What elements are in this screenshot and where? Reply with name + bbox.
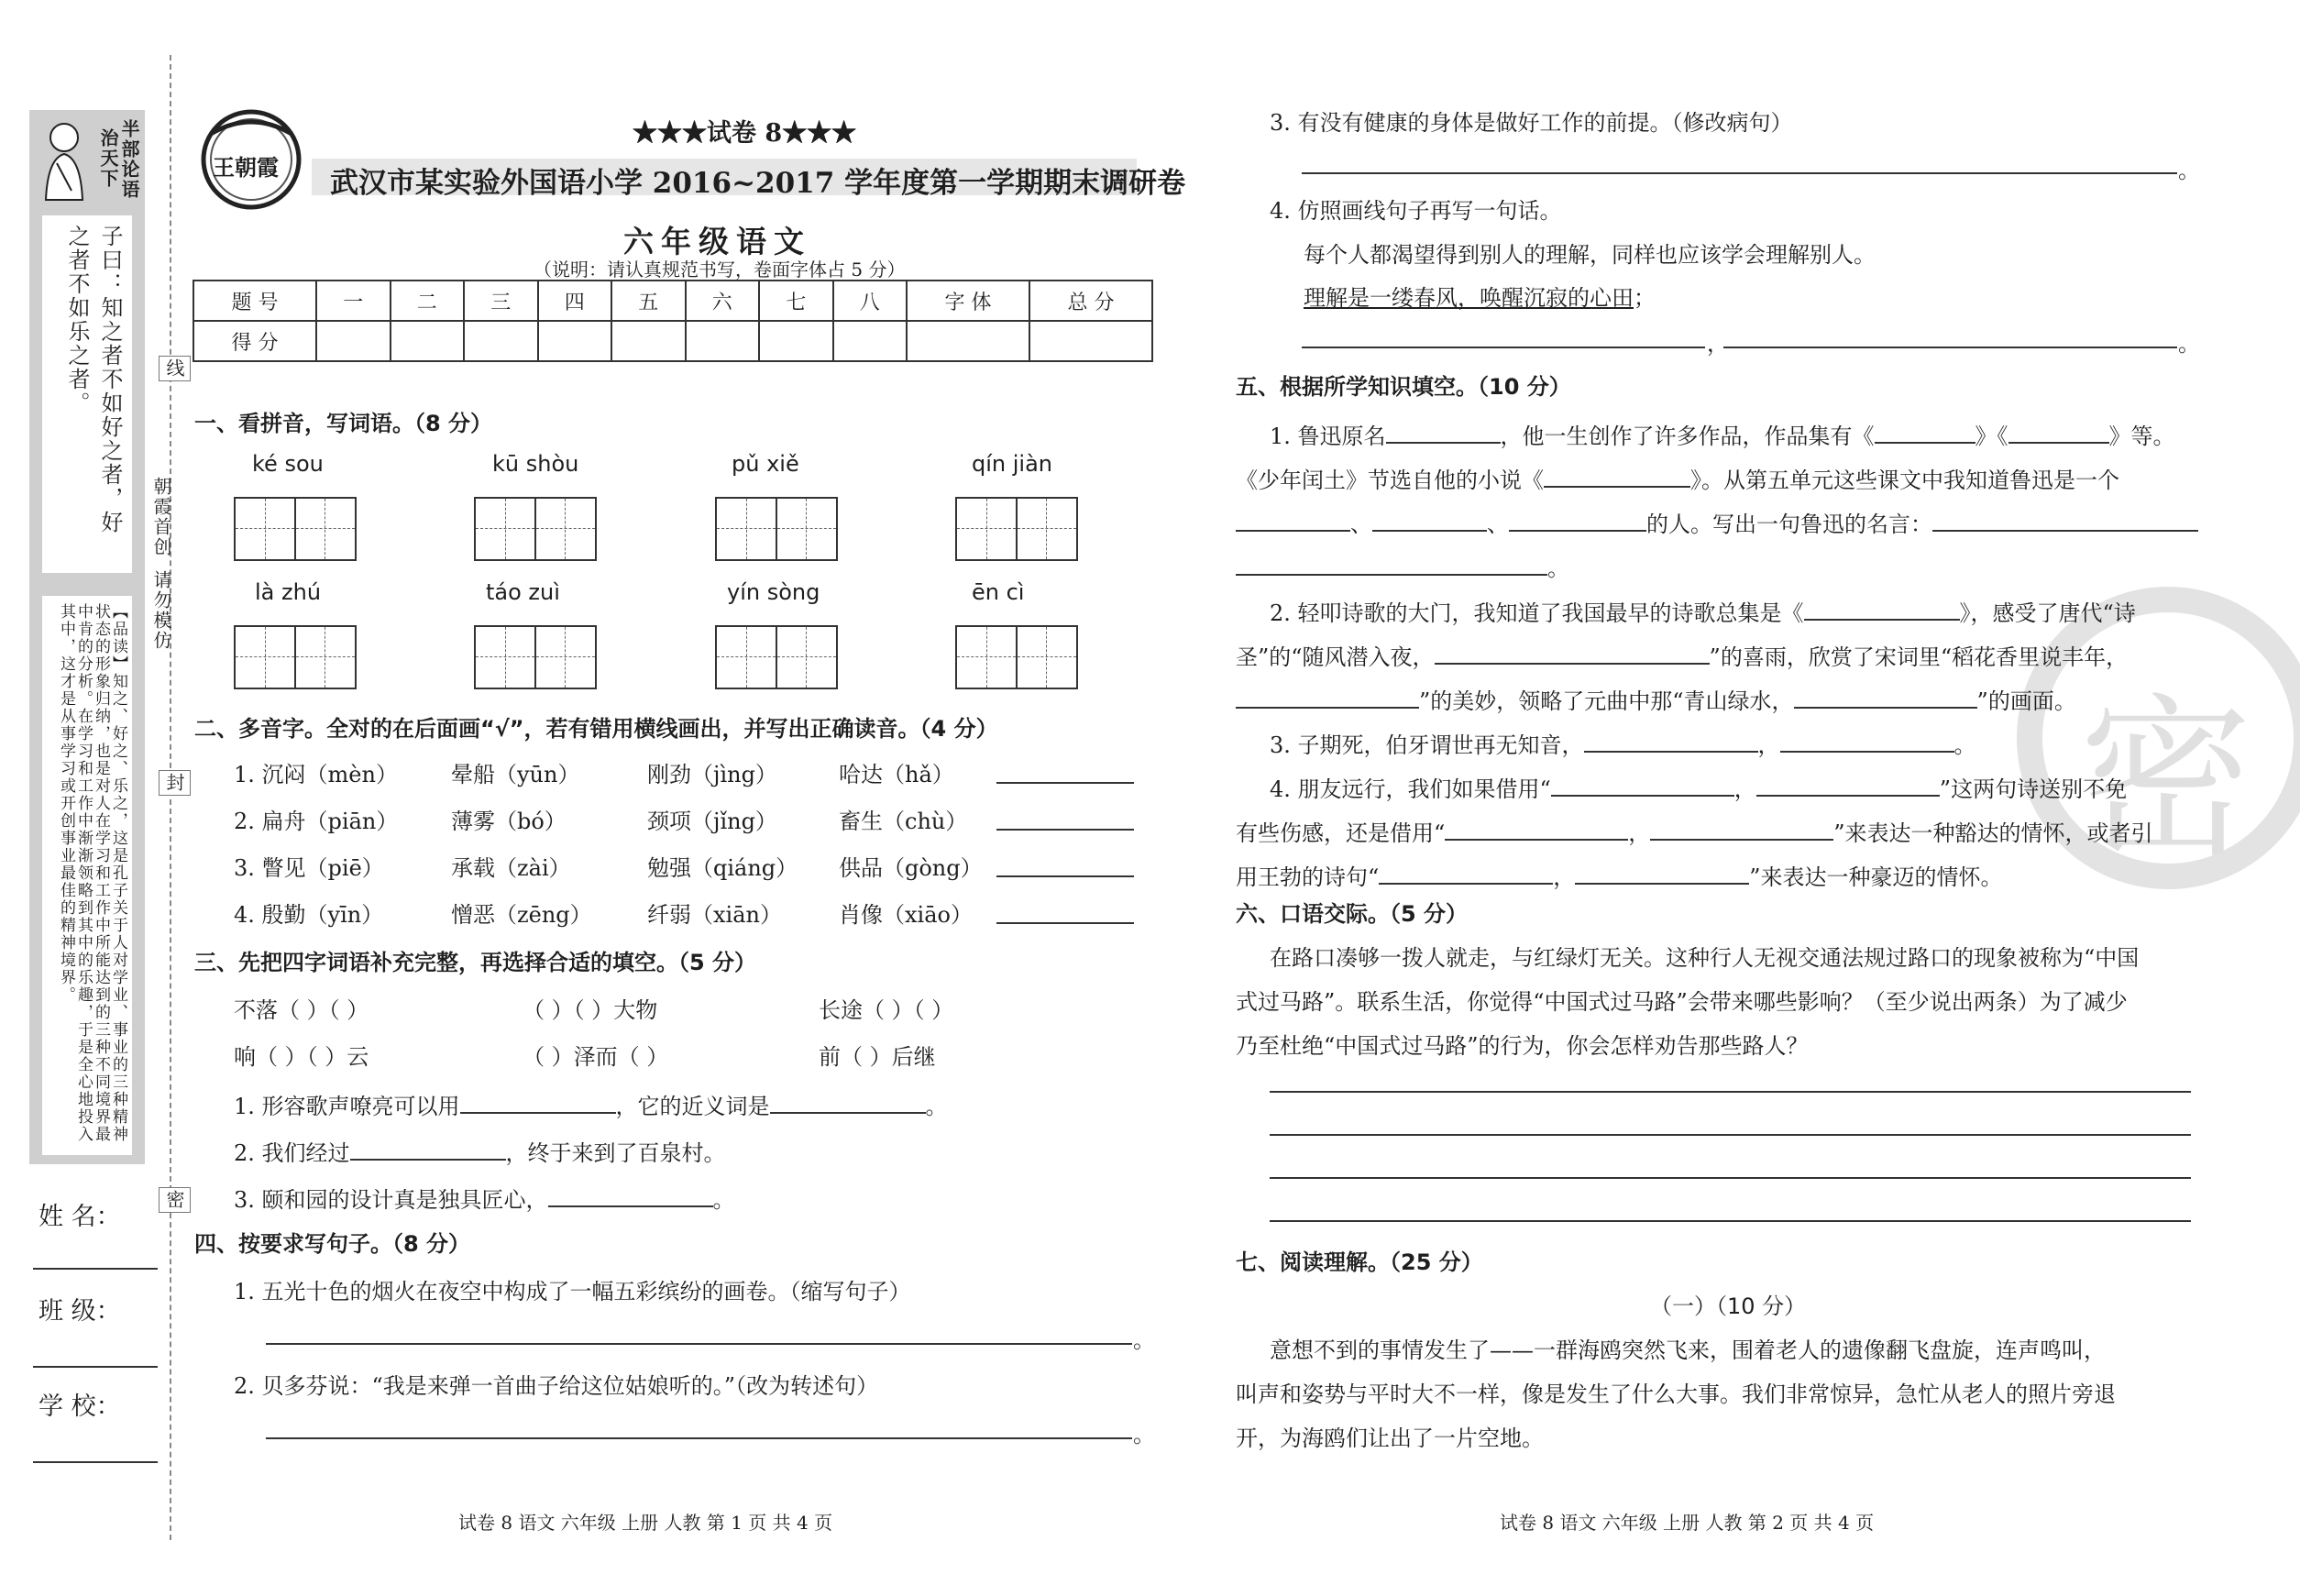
score-label: 得 分 [193,321,316,361]
score-cell: 字 体 [907,281,1029,321]
side-note-2: 请勿模仿 [150,570,172,651]
exam-title: 武汉市某实验外国语小学 2016~2017 学年度第一学期期末调研卷 [330,167,1186,200]
poly-item: 颈项（jǐng） [647,809,777,834]
writing-box[interactable] [474,625,597,689]
poly-item: 3. 瞥见（piē） [234,855,384,881]
blank[interactable] [1551,767,1734,797]
cut-line [170,55,171,1540]
score-cell: 四 [538,281,612,321]
s6-para-1: 在路口凑够一拨人就走，与红绿灯无关。这种行人无视交通法规过路口的现象被称为“中国 [1270,945,2140,971]
idiom-blank[interactable]: 长途（ ）（ ） [819,997,954,1023]
answer-line[interactable] [1302,172,2177,174]
s4-question-1: 1. 五光十色的烟火在夜空中构成了一幅五彩缤纷的画卷。（缩写句子） [234,1279,911,1304]
blank[interactable] [2008,414,2109,444]
score-input[interactable] [538,321,612,361]
answer-line[interactable] [1270,1177,2191,1179]
footer-right: 试卷 8 语文 六年级 上册 人教 第 2 页 共 4 页 [1500,1512,1875,1534]
poly-item: 2. 扁舟（piān） [234,809,399,834]
idiom-blank[interactable]: （ ）（ ）大物 [523,997,658,1023]
poly-item: 薄雾（bó） [451,809,567,834]
school-field[interactable] [33,1461,158,1463]
poly-item: 憎恶（zēng） [451,902,592,928]
blank[interactable] [1780,723,1954,753]
fold-mark-3: 密 [159,1187,191,1213]
score-header-row [193,281,1152,321]
blank[interactable] [1236,546,1547,576]
pinyin-7: yín sòng [727,579,820,605]
confucius-quote: 子曰：知之者不如好之者，好之者不如乐之者。 [64,225,123,534]
blank[interactable] [1804,591,1960,621]
score-value-row [193,321,1152,361]
blank[interactable] [1575,855,1749,885]
pindu-box [42,596,132,1155]
answer-line[interactable] [266,1343,1132,1345]
s5-q1-line3: 、 、 的人。写出一句鲁迅的名言： [1236,502,2198,538]
answer-line[interactable] [1270,1220,2191,1222]
paper-number: ★★★试卷 8★★★ [633,119,857,148]
s5-q4-line1: 4. 朋友远行，我们如果借用“ ， ”这两句诗送别不免 [1270,767,2127,803]
s7-para-3: 开，为海鸥们让出了一片空地。 [1236,1425,1544,1451]
s4-q4-text: 每个人都渴望得到别人的理解，同样也应该学会理解别人。 [1304,242,1876,268]
s5-q2-line1: 2. 轻叩诗歌的大门，我知道了我国最早的诗歌总集是《 》，感受了唐代“诗 [1270,591,2136,627]
pindu-text: 【品读】知之、好之、乐之，这是孔子关于人对学业、事业的三种精神状态的形象归纳，也是对人在学习和工作中所能达到的三种不同境界最中肯的分析。在学习和工作中渐渐领略到其中的乐趣，于是全心地投入其中，这才是从事学习或开创事业最佳的精神境界。 [57,603,127,1143]
blank[interactable] [1584,723,1758,753]
s4-q4-example: 理解是一缕春风，唤醒沉寂的心田； [1304,285,1656,311]
s6-para-2: 式过马路”。联系生活，你觉得“中国式过马路”会带来哪些影响？（至少说出两条）为了减少 [1236,989,2128,1015]
score-input[interactable] [391,321,465,361]
poly-item: 刚劲（jìng） [647,762,777,787]
blank[interactable] [1445,811,1628,841]
answer-line[interactable] [1270,1091,2191,1093]
s4-question-4: 4. 仿照画线句子再写一句话。 [1270,198,1562,224]
writing-box[interactable] [955,625,1078,689]
s5-q1-line1: 1. 鲁迅原名 ，他一生创作了许多作品，作品集有《 》《 》等。 [1270,414,2175,450]
s5-q4-line3: 用王勃的诗句“ ， ”来表达一种豪迈的情怀。 [1236,855,2003,891]
blank[interactable] [1435,635,1710,665]
s7-para-1: 意想不到的事情发生了——一群海鸥突然飞来，围着老人的遗像翻飞盘旋，连声鸣叫， [1270,1337,2106,1363]
score-input[interactable] [611,321,686,361]
blank[interactable] [1379,855,1553,885]
sidebar-panel [29,110,145,1164]
period: 。 [2178,158,2200,183]
poly-item: 哈达（hǎ） [839,762,954,787]
score-input[interactable] [1029,321,1152,361]
idiom-blank[interactable]: 前（ ）后继 [819,1044,936,1070]
fold-mark-1: 线 [159,356,191,381]
poly-item: 畜生（chù） [839,809,968,834]
idiom-blank[interactable]: 响（ ）（ ）云 [234,1044,369,1070]
subject-title: 六年级语文 [623,224,811,259]
score-input[interactable] [316,321,391,361]
score-cell: 二 [391,281,465,321]
answer-line[interactable] [996,875,1134,877]
s5-q2-line3: ”的美妙，领略了元曲中那“青山绿水， ”的画面。 [1236,679,2076,715]
motto-2: 治天下 [97,128,119,189]
s3-question-1: 1. 形容歌声嘹亮可以用 ，它的近义词是 。 [234,1084,948,1120]
writing-box[interactable] [955,497,1078,561]
comma: ， [1707,331,1729,357]
section-5-title: 五、根据所学知识填空。（10 分） [1236,374,1571,400]
blank[interactable] [548,1178,713,1207]
poly-item: 纤弱（xiān） [647,902,782,928]
answer-line[interactable] [1723,347,2177,348]
side-note-1: 朝霞首创 [150,477,172,557]
pinyin-3: pǔ xiě [732,451,799,477]
quote-box [42,215,132,573]
exam-note: （说明：请认真规范书写，卷面字体占 5 分） [534,259,906,281]
s7-subtitle: （一）（10 分） [1650,1293,1807,1319]
s7-para-2: 叫声和姿势与平时大不一样，像是发生了什么大事。我们非常惊异，急忙从老人的照片旁退 [1236,1381,2116,1407]
blank[interactable] [350,1131,506,1161]
s5-question-3: 3. 子期死，伯牙谓世再无知音， ， 。 [1270,723,1976,759]
s3-question-3: 3. 颐和园的设计真是独具匠心， 。 [234,1178,735,1214]
pinyin-5: là zhú [255,579,322,605]
writing-box[interactable] [715,497,838,561]
s3-question-2: 2. 我们经过 ，终于来到了百泉村。 [234,1131,726,1167]
poly-item: 承载（zài） [451,855,571,881]
score-cell: 三 [464,281,538,321]
footer-left: 试卷 8 语文 六年级 上册 人教 第 1 页 共 4 页 [458,1512,833,1534]
pinyin-1: ké sou [252,451,324,477]
pinyin-6: táo zuì [486,579,560,605]
section-4-title: 四、按要求写句子。（8 分） [194,1231,471,1257]
section-1-title: 一、看拼音，写词语。（8 分） [194,411,493,436]
score-table [193,280,1153,362]
period: 。 [1133,1422,1155,1447]
score-cell: 五 [611,281,686,321]
pinyin-8: ēn cì [972,579,1025,605]
blank[interactable] [1236,502,1350,532]
score-cell: 一 [316,281,391,321]
s5-q1-line2: 《少年闰土》节选自他的小说《 》。从第五单元这些课文中我知道鲁迅是一个 [1236,458,2119,494]
class-field[interactable] [33,1366,158,1368]
blank[interactable] [1756,767,1940,797]
s4-question-2: 2. 贝多芬说：“我是来弹一首曲子给这位姑娘听的。”（改为转述句） [234,1373,879,1399]
fold-mark-2: 封 [159,770,191,796]
poly-item: 肖像（xiāo） [839,902,973,928]
blank[interactable] [1509,502,1646,532]
s5-q1-line4: 。 [1236,546,1569,582]
name-label: 姓 名： [39,1203,121,1231]
poly-item: 1. 沉闷（mèn） [234,762,398,787]
writing-box[interactable] [234,625,357,689]
poly-item: 晕船（yūn） [451,762,580,787]
writing-box[interactable] [234,497,357,561]
logo-text: 王朝霞 [213,154,279,181]
blank[interactable] [1650,811,1833,841]
name-field[interactable] [33,1268,158,1270]
answer-line[interactable] [996,782,1134,784]
s5-q2-line2: 圣”的“随风潜入夜， ”的喜雨，欣赏了宋词里“稻花香里说丰年， [1236,635,2128,671]
stamp-char: 密 [2079,678,2254,881]
motto-1: 半部论语 [118,119,140,200]
score-input[interactable] [464,321,538,361]
blank[interactable] [1794,679,1977,709]
blank[interactable] [1544,458,1690,488]
idiom-blank[interactable]: （ ）泽而（ ） [523,1044,669,1070]
writing-box[interactable] [715,625,838,689]
blank[interactable] [1236,679,1419,709]
answer-line[interactable] [996,922,1134,924]
school-label: 学 校： [39,1392,121,1421]
section-2-title: 二、多音字。全对的在后面画“√”，若有错用横线画出，并写出正确读音。（4 分） [194,716,998,742]
blank[interactable] [770,1084,926,1114]
score-cell: 题 号 [193,281,316,321]
section-7-title: 七、阅读理解。（25 分） [1236,1249,1483,1275]
score-input[interactable] [686,321,760,361]
period: 。 [1133,1327,1155,1353]
writing-box[interactable] [474,497,597,561]
score-cell: 六 [686,281,760,321]
answer-line[interactable] [996,829,1134,831]
poly-item: 4. 殷勤（yīn） [234,902,384,928]
blank[interactable] [460,1084,616,1114]
poly-item: 供品（gòng） [839,855,983,881]
s4-question-3: 3. 有没有健康的身体是做好工作的前提。（修改病句） [1270,110,1793,136]
answer-line[interactable] [266,1437,1132,1439]
score-cell: 总 分 [1029,281,1152,321]
score-cell: 七 [759,281,833,321]
s5-q4-line2: 有些伤感，还是借用“ ， ”来表达一种豁达的情怀，或者引 [1236,811,2153,847]
poly-item: 勉强（qiáng） [647,855,798,881]
score-input[interactable] [833,321,908,361]
blank[interactable] [1875,414,1975,444]
s6-para-3: 乃至杜绝“中国式过马路”的行为，你会怎样劝告那些路人？ [1236,1033,1809,1059]
blank[interactable] [1372,502,1487,532]
answer-line[interactable] [1270,1134,2191,1136]
sage-icon [37,117,92,204]
brand-logo [200,108,303,211]
blank[interactable] [1386,414,1501,444]
class-label: 班 级： [39,1297,121,1326]
pinyin-2: kū shòu [492,451,579,477]
score-input[interactable] [759,321,833,361]
pinyin-4: qín jiàn [972,451,1052,477]
period: 。 [2178,331,2200,357]
blank[interactable] [1932,502,2198,532]
answer-line[interactable] [1302,347,1705,348]
score-cell: 八 [833,281,908,321]
idiom-blank[interactable]: 不落（ ）（ ） [234,997,369,1023]
score-input[interactable] [907,321,1029,361]
section-6-title: 六、口语交际。（5 分） [1236,901,1469,927]
section-3-title: 三、先把四字词语补充完整，再选择合适的填空。（5 分） [194,950,757,975]
